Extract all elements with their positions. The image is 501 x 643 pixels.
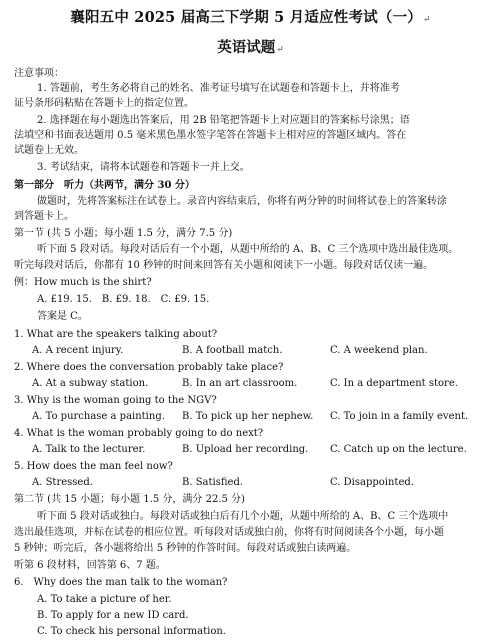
section2-instructions: 听下面 5 段对话或独白。每段对话或独白后有几个小题，从题中所给的 A、B、C 三个选项中: [37, 511, 449, 522]
notice-line: 法填空和书面表达题用 0.5 毫米黑色墨水签字笔答在答题卡上相对应的答题区域内。答在: [14, 130, 407, 141]
question-4: 4. What is the woman probably going to do next?: [14, 428, 264, 439]
part1-intro: 做题时，先将答案标注在试卷上。录音内容结束后，你将有两分钟的时间将试卷上的答案转涂: [37, 196, 447, 207]
q1-option-b: B. A football match.: [182, 345, 283, 356]
material-prompt: 听第 6 段材料，回答第 6、7 题。: [14, 560, 166, 571]
example-question: 例：How much is the shirt?: [14, 277, 152, 288]
q4-option-c: C. Catch up on the lecture.: [330, 444, 467, 455]
q3-option-c: C. To join in a family event.: [330, 411, 469, 422]
notice-line: 试题卷上无效。: [14, 145, 84, 156]
q2-option-b: B. In an art classroom.: [182, 378, 298, 389]
notice-line: 证号条形码粘贴在答题卡上的指定位置。: [14, 98, 194, 109]
question-3: 3. Why is the woman going to the NGV?: [14, 395, 217, 406]
question-5: 5. How does the man feel now?: [14, 461, 173, 472]
question-1: 1. What are the speakers talking about?: [14, 329, 218, 340]
q1-option-c: C. A weekend plan.: [330, 345, 428, 356]
section1-instructions: 听下面 5 段对话。每段对话后有一个小题，从题中所给的 A、B、C 三个选项中选出最佳选项。: [37, 244, 459, 255]
example-options: A. £19. 15. B. £9. 18. C. £9. 15.: [37, 294, 210, 305]
exam-subtitle: 英语试题↵: [217, 39, 284, 56]
q4-option-a: A. Talk to the lecturer.: [32, 444, 146, 455]
q2-option-a: A. At a subway station.: [32, 378, 149, 389]
part1-heading: 第一部分 听力（共两节，满分 30 分）: [14, 180, 195, 191]
question-6: 6. Why does the man talk to the woman?: [14, 577, 228, 588]
q6-option-a: A. To take a picture of her.: [37, 594, 172, 605]
section2-heading: 第二节 (共 15 小题；每小题 1.5 分，满分 22.5 分): [14, 494, 245, 505]
notice-line: 3. 考试结束，请将本试题卷和答题卡一并上交。: [37, 162, 250, 173]
example-answer: 答案是 C。: [37, 311, 88, 322]
section2-instructions: 5 秒钟；听完后，各小题将给出 5 秒钟的作答时间。每段对话或独白读两遍。: [14, 543, 357, 554]
q5-option-a: A. Stressed.: [32, 477, 93, 488]
q5-option-b: B. Satisfied.: [182, 477, 244, 488]
q3-option-b: B. To pick up her nephew.: [182, 411, 314, 422]
notice-line: 1. 答题前，考生务必将自己的姓名、准考证号填写在试题卷和答题卡上，并将准考: [37, 83, 400, 94]
q6-option-c: C. To check his personal information.: [37, 626, 226, 637]
q5-option-c: C. Disappointed.: [330, 477, 414, 488]
q6-option-b: B. To apply for a new ID card.: [37, 610, 189, 621]
notice-line: 2. 选择题在每小题选出答案后，用 2B 铅笔把答题卡上对应题目的答案标号涂黑；语: [37, 115, 410, 126]
q3-option-a: A. To purchase a painting.: [32, 411, 165, 422]
exam-title: 襄阳五中 2025 届高三下学期 5 月适应性考试（一）↵: [70, 9, 431, 26]
question-2: 2. Where does the conversation probably take place?: [14, 362, 284, 373]
notice-heading: 注意事项：: [14, 68, 64, 79]
q4-option-b: B. Upload her recording.: [182, 444, 309, 455]
section2-instructions: 选出最佳选项，并标在试卷的相应位置。听每段对话或独白前，你将有时间阅读各个小题，每小题: [14, 527, 444, 538]
part1-intro: 到答题卡上。: [14, 211, 74, 222]
section1-heading: 第一节 (共 5 小题；每小题 1.5 分，满分 7.5 分): [14, 228, 233, 239]
q2-option-c: C. In a department store.: [330, 378, 458, 389]
section1-instructions: 听完每段对话后，你都有 10 秒钟的时间来回答有关小题和阅读下一小题。每段对话仅读一遍。: [14, 260, 434, 271]
q1-option-a: A. A recent injury.: [32, 345, 124, 356]
